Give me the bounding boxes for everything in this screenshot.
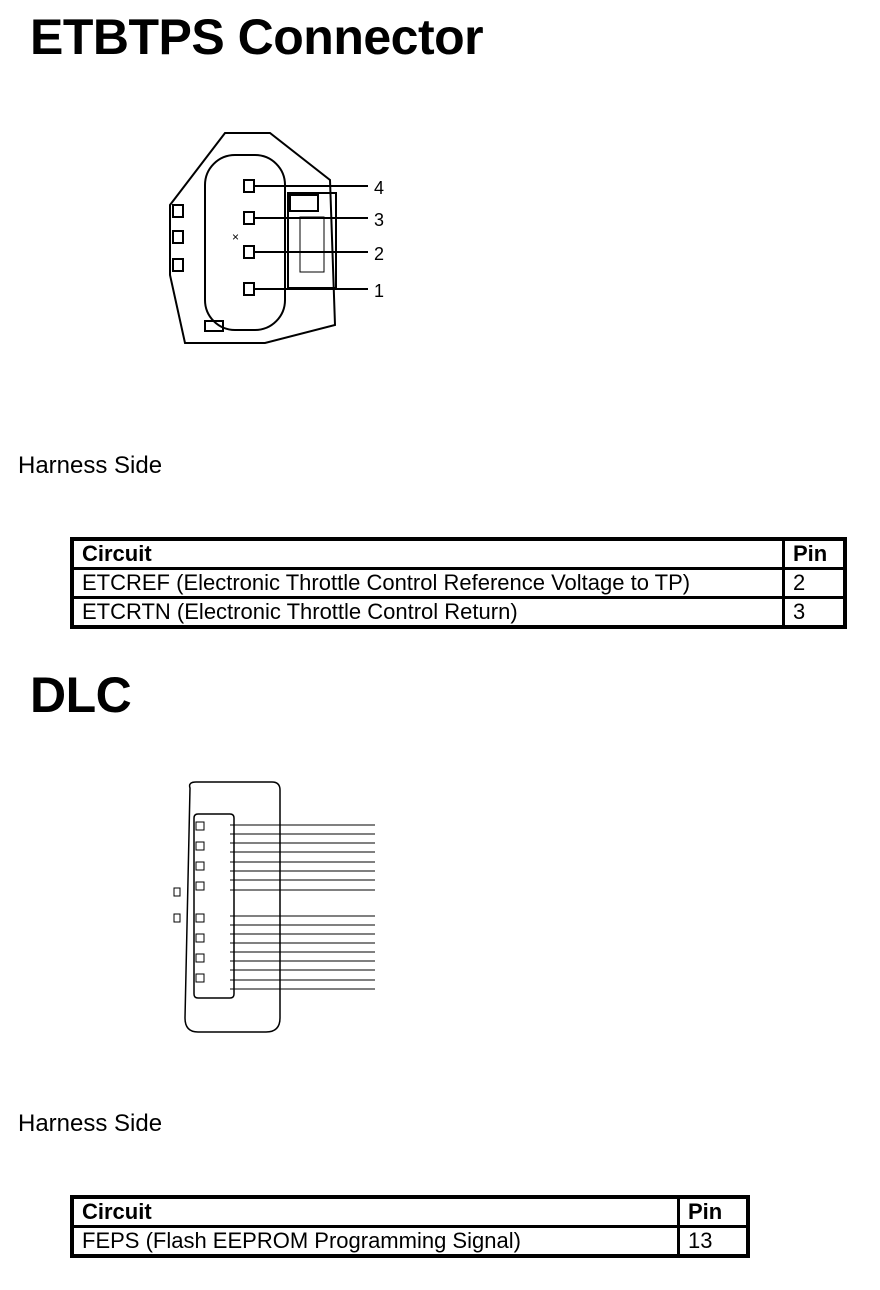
pin-cell: 13 [679,1227,749,1257]
dlc-caption: Harness Side [18,1110,163,1137]
dlc-pin-table [70,1195,750,1258]
table-row [72,598,845,628]
pin-cell: 3 [784,598,846,628]
circuit-cell: ETCREF (Electronic Throttle Control Reference Voltage to TP) [72,569,784,598]
etbtps-connector-diagram [160,125,400,350]
pin-label-2: 2 [374,244,385,264]
header-pin: Pin [784,539,846,569]
pin-label-1: 1 [374,281,385,301]
svg-text:×: × [232,230,240,244]
circuit-cell: FEPS (Flash EEPROM Programming Signal) [72,1227,679,1257]
header-pin: Pin [679,1197,749,1227]
header-circuit: Circuit [72,539,784,569]
table-header-row [72,539,845,569]
circuit-cell: ETCRTN (Electronic Throttle Control Return) [72,598,784,628]
pin-label-3: 3 [374,210,385,230]
etbtps-caption: Harness Side [18,452,163,479]
dlc-title: DLC [30,667,132,723]
pin-cell: 2 [784,569,846,598]
table-row [72,1227,748,1257]
etbtps-title: ETBTPS Connector [30,9,484,65]
etbtps-pin-table [70,537,847,629]
table-row [72,569,845,598]
dlc-connector-diagram [170,778,400,1038]
pin-label-4: 4 [374,178,385,198]
table-header-row [72,1197,748,1227]
header-circuit: Circuit [72,1197,679,1227]
